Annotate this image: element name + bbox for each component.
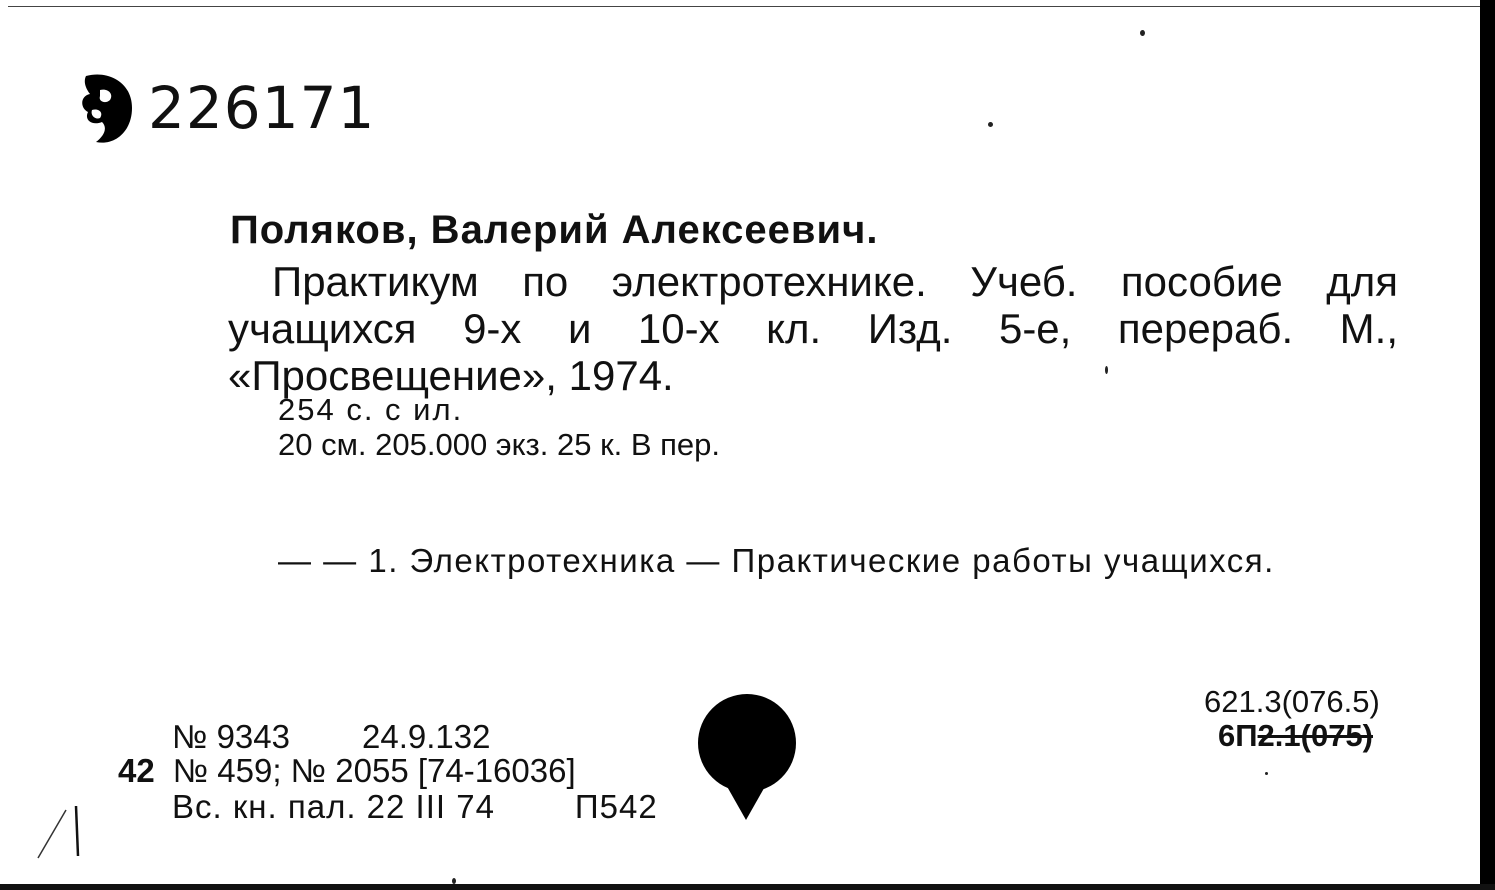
- footer-line-3: [172, 788, 658, 826]
- author-code: П542: [574, 788, 658, 825]
- dust-speck: [988, 122, 993, 127]
- dust-speck: [1105, 366, 1108, 374]
- title-description: Практикум по электротехнике. Учеб. пособие для учащихся 9-х и 10-х кл. Изд. 5-е, перераб. М., «Просвещение», 1974.: [228, 258, 1398, 399]
- class-code: 24.9.132: [361, 718, 491, 755]
- bbk-prefix: 6П: [1218, 718, 1258, 753]
- dust-speck: [452, 878, 456, 884]
- stamp-mark-icon: [78, 70, 134, 148]
- registration-numbers: № 459; № 2055 [74-16036]: [172, 752, 576, 789]
- card-right-edge: [1480, 0, 1495, 890]
- order-number: № 9343: [172, 718, 290, 755]
- card-bottom-edge: [0, 884, 1495, 890]
- footer-line-2: [118, 752, 576, 790]
- udc-index: 621.3(076.5): [1204, 684, 1380, 719]
- chamber-reference: Вс. кн. пал. 22 III 74: [172, 788, 495, 825]
- footer-line-1: [172, 718, 490, 756]
- subject-heading: — — 1. Электротехника — Практические работы учащихся.: [278, 542, 1275, 579]
- pencil-mark-icon: [36, 800, 86, 860]
- bbk-index: [1218, 718, 1373, 754]
- card-top-edge: [8, 6, 1480, 7]
- author-heading: Поляков, Валерий Алексеевич.: [230, 208, 879, 252]
- dust-speck: [1140, 30, 1145, 36]
- handwritten-number: 226171: [148, 74, 376, 142]
- card-count: 42: [118, 752, 155, 789]
- collation-pages: 254 с. с ил.: [278, 392, 464, 427]
- dust-speck: [1265, 772, 1268, 775]
- bbk-struck-part: 2.1(075): [1257, 718, 1373, 753]
- collation-size-print-run: 20 см. 205.000 экз. 25 к. В пер.: [278, 427, 721, 462]
- ink-blot-tail: [712, 760, 780, 820]
